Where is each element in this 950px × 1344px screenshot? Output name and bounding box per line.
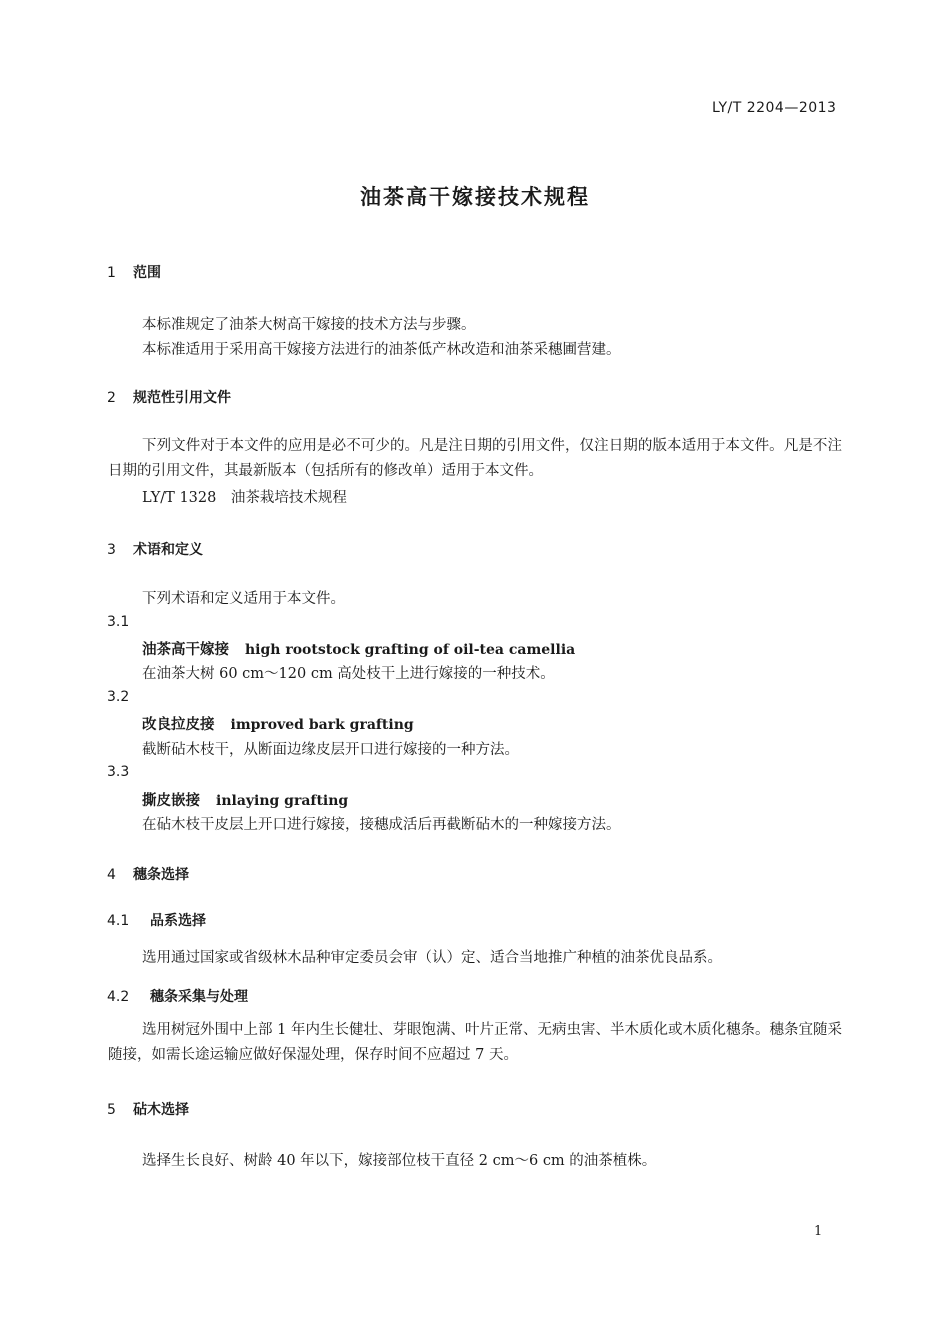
section-number: 1 xyxy=(107,265,116,281)
term-english: inlaying grafting xyxy=(216,793,349,809)
term-definition: 在油茶大树 60 cm～120 cm 高处枝干上进行嫁接的一种技术。 xyxy=(142,666,555,682)
paragraph: 选用树冠外围中上部 1 年内生长健壮、芽眼饱满、叶片正常、无病虫害、半木质化或木质化穗条。穗条宜随采随接，如需长途运输应做好保湿处理，保存时间不应超过 7 天。 xyxy=(108,1022,842,1063)
section-title: 范围 xyxy=(133,265,161,281)
term-number: 3.3 xyxy=(107,764,130,780)
term-definition: 截断砧木枝干，从断面边缘皮层开口进行嫁接的一种方法。 xyxy=(142,742,519,758)
subsection-number: 4.1 xyxy=(107,913,130,929)
term-heading xyxy=(142,713,414,734)
term-english: high rootstock grafting of oil-tea camellia xyxy=(245,642,576,658)
section-number: 3 xyxy=(107,542,116,558)
section-5-heading xyxy=(107,1099,189,1119)
term-chinese: 油茶高干嫁接 xyxy=(142,642,229,658)
normative-reference: LY/T 1328 油茶栽培技术规程 xyxy=(142,490,347,506)
paragraph: 下列文件对于本文件的应用是必不可少的。凡是注日期的引用文件，仅注日期的版本适用于本文件。凡是不注日期的引用文件，其最新版本（包括所有的修改单）适用于本文件。 xyxy=(108,438,842,479)
term-english: improved bark grafting xyxy=(230,717,414,733)
section-title: 术语和定义 xyxy=(133,542,203,558)
paragraph: 选用通过国家或省级林木品种审定委员会审（认）定、适合当地推广种植的油茶优良品系。 xyxy=(142,950,722,966)
subsection-4-2-heading xyxy=(107,986,248,1006)
subsection-title: 品系选择 xyxy=(150,913,206,929)
subsection-title: 穗条采集与处理 xyxy=(150,989,248,1005)
term-heading xyxy=(142,789,348,810)
section-title: 穗条选择 xyxy=(133,867,189,883)
section-number: 2 xyxy=(107,390,116,406)
section-4-heading xyxy=(107,864,189,884)
paragraph: 本标准适用于采用高干嫁接方法进行的油茶低产林改造和油茶采穗圃营建。 xyxy=(142,342,621,358)
term-heading xyxy=(142,638,575,659)
document-title: 油茶高干嫁接技术规程 xyxy=(360,185,590,209)
subsection-number: 4.2 xyxy=(107,989,130,1005)
section-2-heading xyxy=(107,387,231,407)
standard-code: LY/T 2204—2013 xyxy=(712,100,837,116)
paragraph: 本标准规定了油茶大树高干嫁接的技术方法与步骤。 xyxy=(142,317,476,333)
section-title: 砧木选择 xyxy=(133,1102,189,1118)
section-number: 5 xyxy=(107,1102,116,1118)
section-number: 4 xyxy=(107,867,116,883)
term-chinese: 改良拉皮接 xyxy=(142,717,215,733)
section-1-heading xyxy=(107,262,161,282)
page-number: 1 xyxy=(814,1224,823,1239)
paragraph: 选择生长良好、树龄 40 年以下，嫁接部位枝干直径 2 cm～6 cm 的油茶植株。 xyxy=(142,1153,657,1169)
term-number: 3.1 xyxy=(107,614,130,630)
section-3-heading xyxy=(107,539,203,559)
term-definition: 在砧木枝干皮层上开口进行嫁接，接穗成活后再截断砧木的一种嫁接方法。 xyxy=(142,817,621,833)
section-title: 规范性引用文件 xyxy=(133,390,231,406)
term-number: 3.2 xyxy=(107,689,130,705)
paragraph: 下列术语和定义适用于本文件。 xyxy=(142,591,345,607)
term-chinese: 撕皮嵌接 xyxy=(142,793,200,809)
subsection-4-1-heading xyxy=(107,910,206,930)
